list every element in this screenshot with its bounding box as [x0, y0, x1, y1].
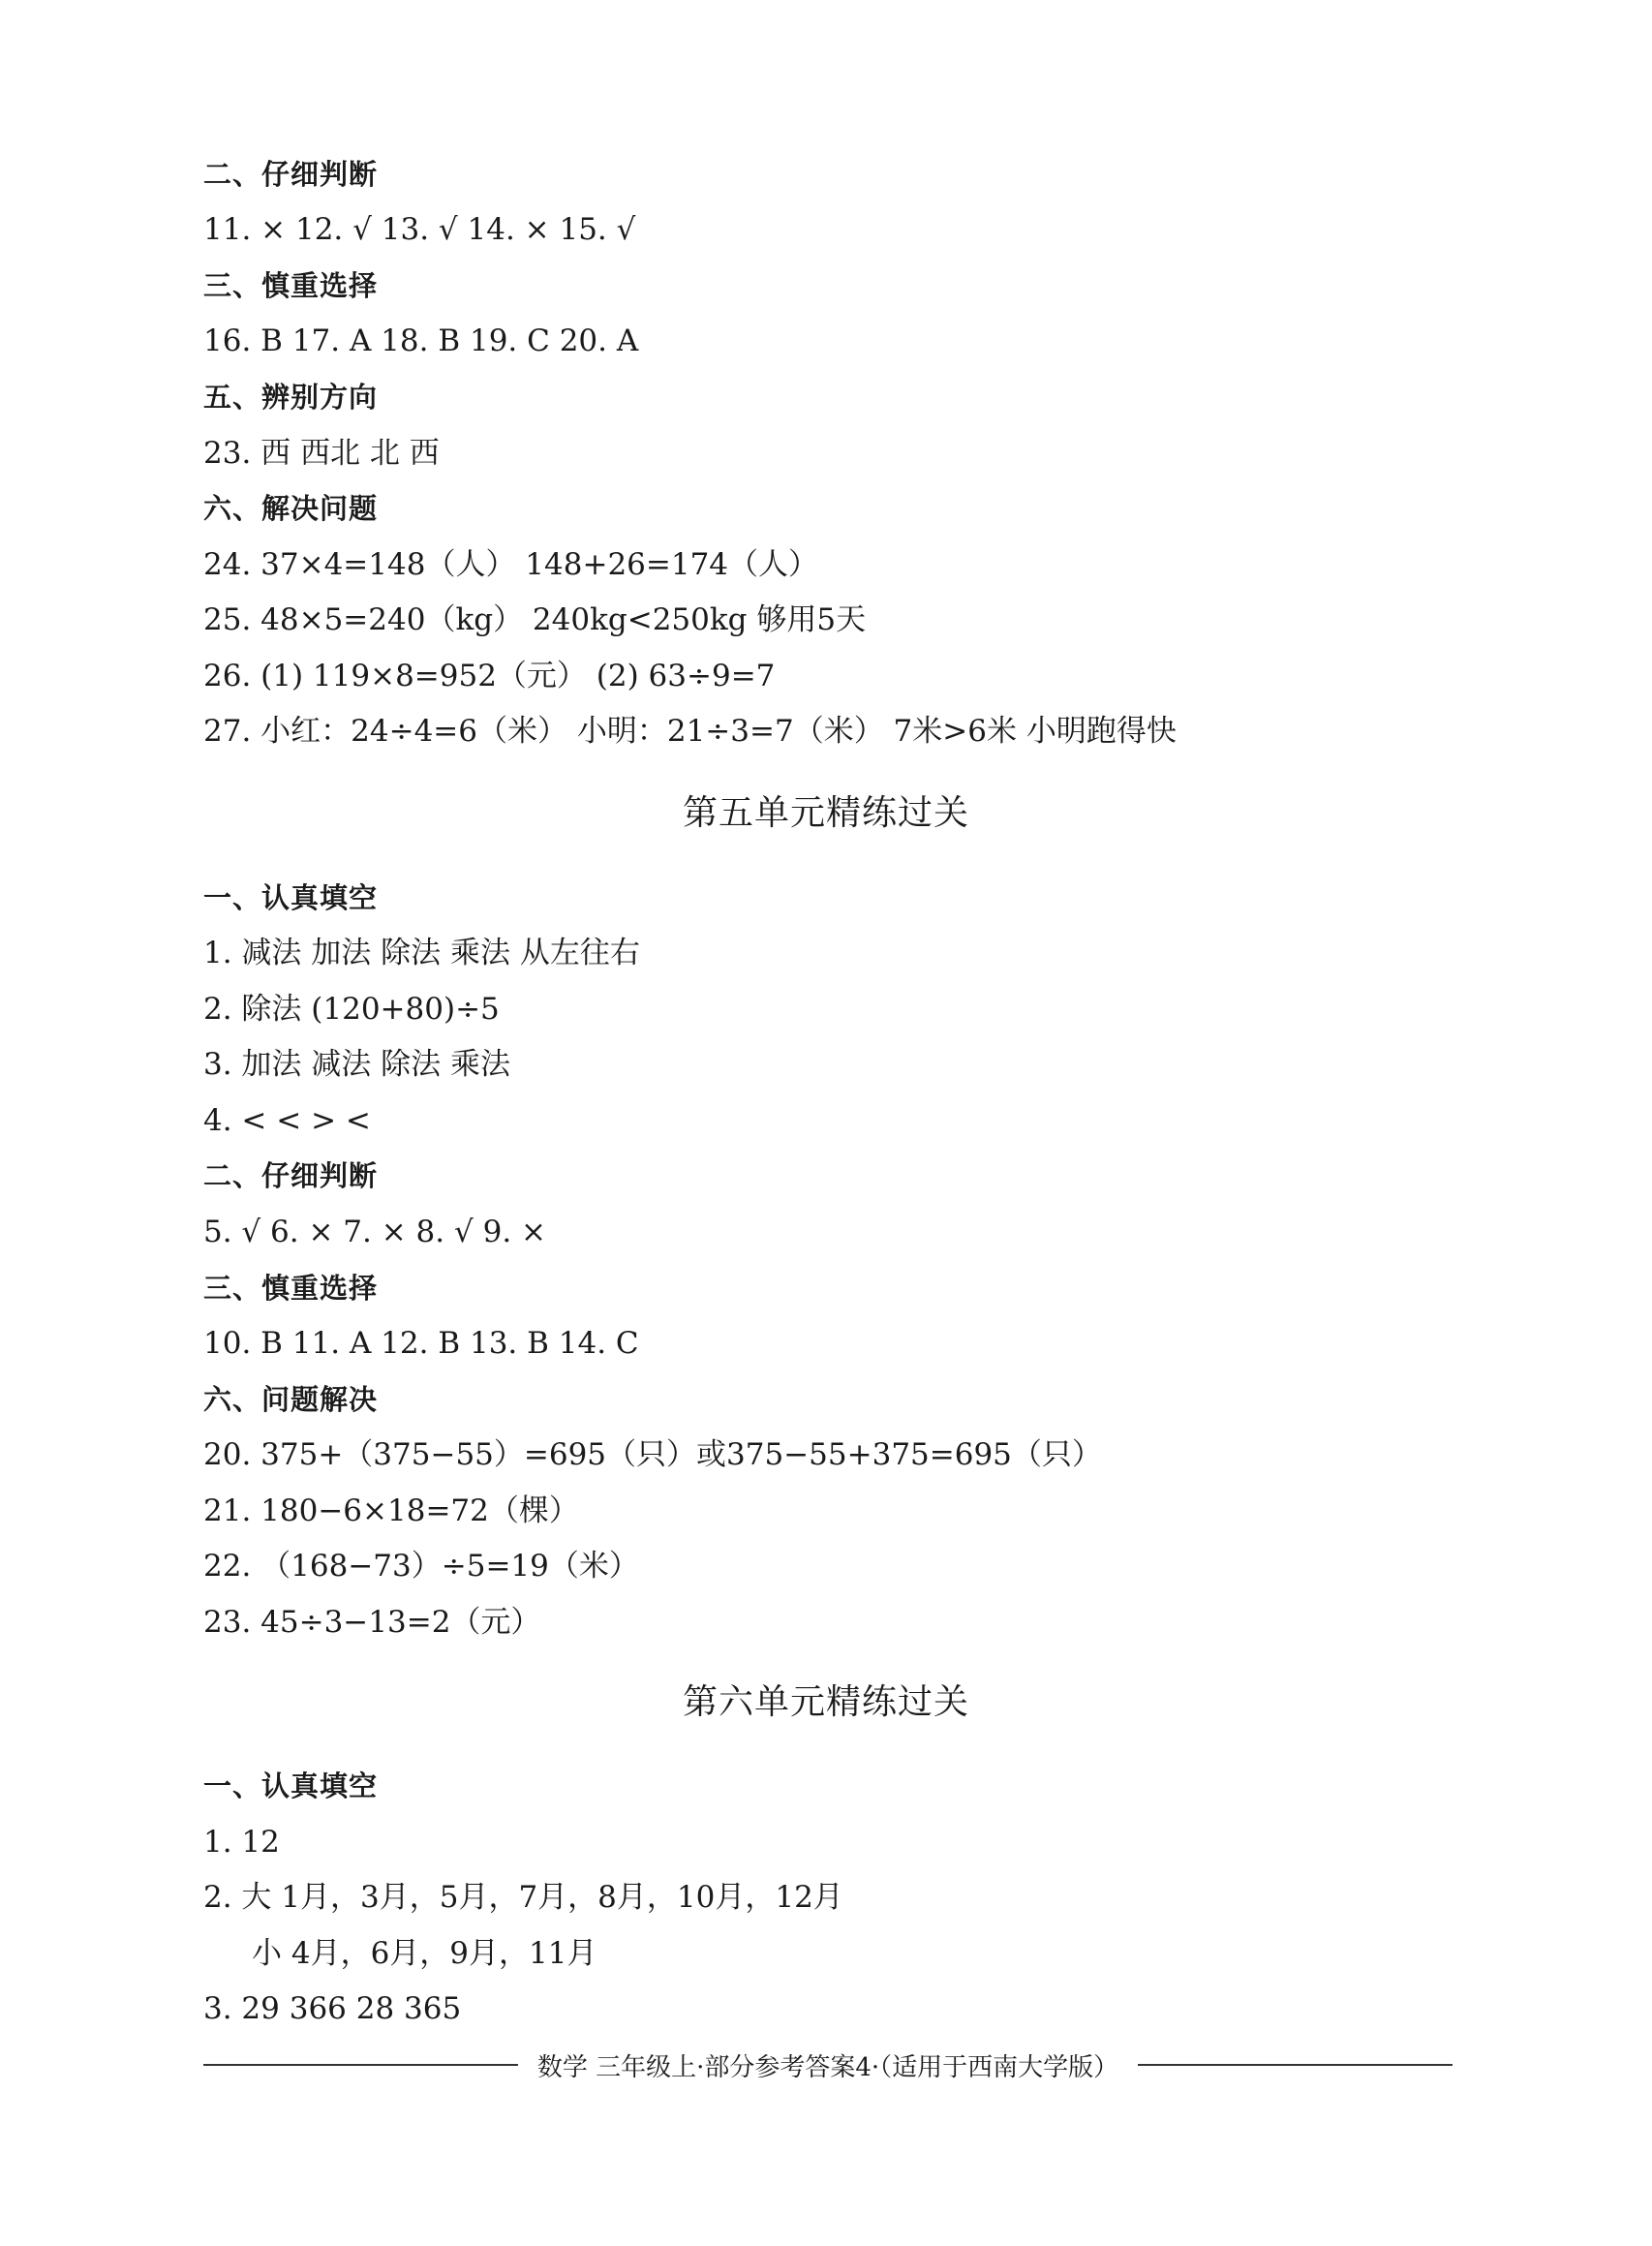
answer-line: 11. × 12. √ 13. √ 14. × 15. √ [203, 212, 636, 247]
footer-text: 数学 三年级上·部分参考答案4·（适用于西南大学版） [536, 2052, 1119, 2082]
answer-line: 22. （168−73）÷5=19（米） [203, 1549, 639, 1584]
section-heading-choice: 三、慎重选择 [203, 1272, 379, 1305]
section-heading-choice: 三、慎重选择 [203, 269, 379, 302]
answer-line: 2. 除法 (120+80)÷5 [203, 992, 500, 1027]
answer-line: 26. (1) 119×8=952（元） (2) 63÷9=7 [203, 659, 776, 693]
answer-line: 10. B 11. A 12. B 13. B 14. C [203, 1326, 639, 1361]
answer-line: 20. 375+（375−55）=695（只）或375−55+375=695（只） [203, 1437, 1102, 1472]
answer-line: 23. 45÷3−13=2（元） [203, 1605, 541, 1640]
answer-line: 27. 小红：24÷4=6（米） 小明：21÷3=7（米） 7米>6米 小明跑得快 [203, 714, 1177, 749]
answer-line: 2. 大 1月，3月，5月，7月，8月，10月，12月 [203, 1880, 843, 1915]
answer-line: 21. 180−6×18=72（棵） [203, 1493, 579, 1528]
answer-line: 1. 12 [203, 1825, 280, 1860]
footer-rule-right [1138, 2064, 1453, 2066]
section-heading-judge: 二、仔细判断 [203, 158, 379, 191]
answer-line: 1. 减法 加法 除法 乘法 从左往右 [203, 936, 640, 970]
answer-line: 5. √ 6. × 7. × 8. √ 9. × [203, 1215, 547, 1249]
section-heading-fill: 一、认真填空 [203, 1769, 379, 1802]
answer-line: 3. 加法 减法 除法 乘法 [203, 1047, 510, 1082]
answer-line: 4. < < > < [203, 1103, 371, 1138]
answer-line: 24. 37×4=148（人） 148+26=174（人） [203, 547, 819, 582]
answer-line: 3. 29 366 28 365 [203, 1991, 462, 2026]
answer-line: 16. B 17. A 18. B 19. C 20. A [203, 323, 639, 358]
section-heading-fill: 一、认真填空 [203, 881, 379, 914]
answer-line: 23. 西 西北 北 西 [203, 436, 440, 471]
unit-title: 第五单元精练过关 [682, 793, 969, 833]
answer-line: 小 4月，6月，9月，11月 [252, 1936, 597, 1971]
footer-rule-left [203, 2064, 518, 2066]
section-heading-problem: 六、问题解决 [203, 1383, 379, 1416]
section-heading-direction: 五、辨别方向 [203, 381, 379, 414]
page-footer [203, 2046, 1453, 2084]
unit-title: 第六单元精练过关 [682, 1682, 969, 1722]
answer-line: 25. 48×5=240（kg） 240kg<250kg 够用5天 [203, 602, 867, 637]
section-heading-solve: 六、解决问题 [203, 492, 379, 525]
section-heading-judge: 二、仔细判断 [203, 1159, 379, 1192]
